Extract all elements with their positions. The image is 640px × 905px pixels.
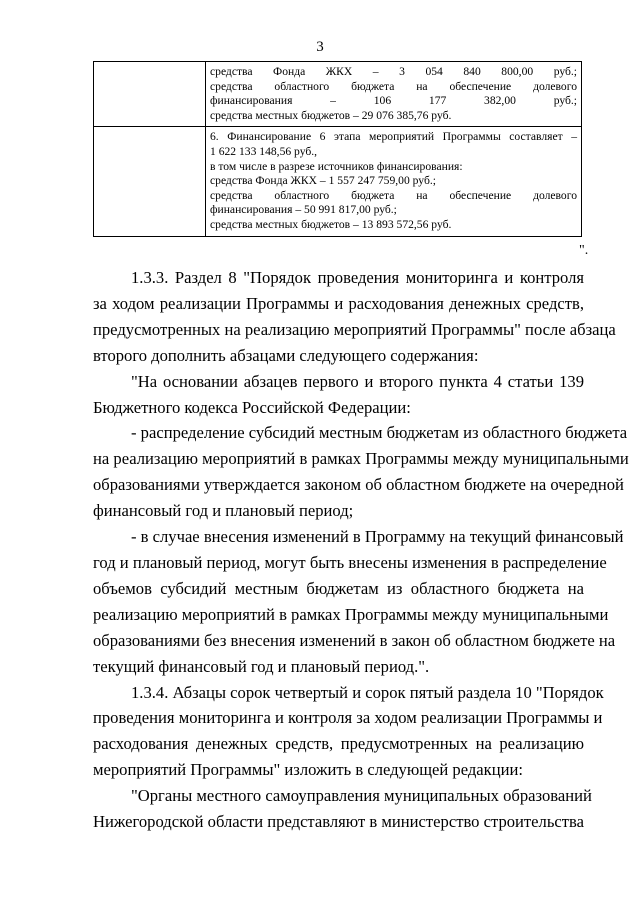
text-line: - в случае внесения изменений в Программу на текущий финансовый <box>131 527 624 547</box>
text-line: "На основании абзацев первого и второго пункта 4 статьи 139 <box>131 371 584 391</box>
text-line: мероприятий Программы" изложить в следующей редакции: <box>93 760 523 780</box>
table-cell-line: средства Фонда ЖКХ – 1 557 247 759,00 руб.; <box>210 174 436 188</box>
paragraph-program-changes <box>93 524 624 679</box>
text-line: объемов субсидий местным бюджетам из областного бюджета на <box>93 578 584 598</box>
funding-table <box>93 61 582 237</box>
text-line: образованиями утверждается законом об областном бюджете на очередной <box>93 475 624 495</box>
table-row <box>94 127 582 236</box>
table-cell-funding-row1 <box>206 62 582 127</box>
paragraph-local-authorities <box>93 783 592 835</box>
table-cell-empty <box>94 62 206 127</box>
table-cell-line: 1 622 133 148,56 руб., <box>210 144 318 158</box>
document-body <box>93 265 629 835</box>
table-cell-line: средства местных бюджетов – 13 893 572,56 руб. <box>210 217 452 231</box>
text-line: предусмотренных на реализацию мероприятий Программы" после абзаца <box>93 319 616 339</box>
text-line: финансовый год и плановый период; <box>93 501 354 521</box>
text-line: Бюджетного кодекса Российской Федерации: <box>93 397 411 417</box>
text-line: реализацию мероприятий в рамках Программы между муниципальными <box>93 604 609 624</box>
text-line: расходования денежных средств, предусмотренных на реализацию <box>93 734 584 754</box>
table-row <box>94 62 582 127</box>
text-line: текущий финансовый год и плановый период.". <box>93 656 430 676</box>
table-cell-line: в том числе в разрезе источников финансирования: <box>210 159 463 173</box>
text-line: проведения мониторинга и контроля за ходом реализации Программы и <box>93 708 603 728</box>
text-line: второго дополнить абзацами следующего содержания: <box>93 345 479 365</box>
table-cell-line: средства областного бюджета на обеспечение долевого <box>210 79 577 93</box>
table-cell-line: финансирования – 106 177 382,00 руб.; <box>210 94 577 108</box>
table-cell-line: средства местных бюджетов – 29 076 385,76 руб. <box>210 108 452 122</box>
text-line: образованиями без внесения изменений в закон об областном бюджете на <box>93 630 616 650</box>
table-cell-funding-row2 <box>206 127 582 236</box>
text-line: за ходом реализации Программы и расходования денежных средств, <box>93 293 584 313</box>
paragraph-budget-code <box>93 369 584 421</box>
closing-quote: ". <box>579 243 589 258</box>
paragraph-subsidy-distribution <box>93 420 629 524</box>
paragraph-1-3-3 <box>93 265 616 369</box>
text-line: Нижегородской области представляют в министерство строительства <box>93 812 584 832</box>
text-line: "Органы местного самоуправления муниципальных образований <box>131 786 592 806</box>
table-cell-line: средства Фонда ЖКХ – 3 054 840 800,00 руб.; <box>210 65 577 78</box>
text-line: на реализацию мероприятий в рамках Программы между муниципальными <box>93 449 629 469</box>
text-line: 1.3.4. Абзацы сорок четвертый и сорок пятый раздела 10 "Порядок <box>131 682 604 702</box>
table-cell-line: финансирования – 50 991 817,00 руб.; <box>210 203 397 217</box>
text-line: 1.3.3. Раздел 8 "Порядок проведения мониторинга и контроля <box>131 268 584 287</box>
table-cell-line: 6. Финансирование 6 этапа мероприятий Программы составляет – <box>210 130 577 144</box>
paragraph-1-3-4 <box>93 680 604 784</box>
page-number: 3 <box>316 39 324 55</box>
table-cell-empty <box>94 127 206 236</box>
text-line: год и плановый период, могут быть внесены изменения в распределение <box>93 552 607 572</box>
text-line: - распределение субсидий местным бюджетам из областного бюджета <box>131 423 628 443</box>
table-cell-line: средства областного бюджета на обеспечение долевого <box>210 188 577 202</box>
